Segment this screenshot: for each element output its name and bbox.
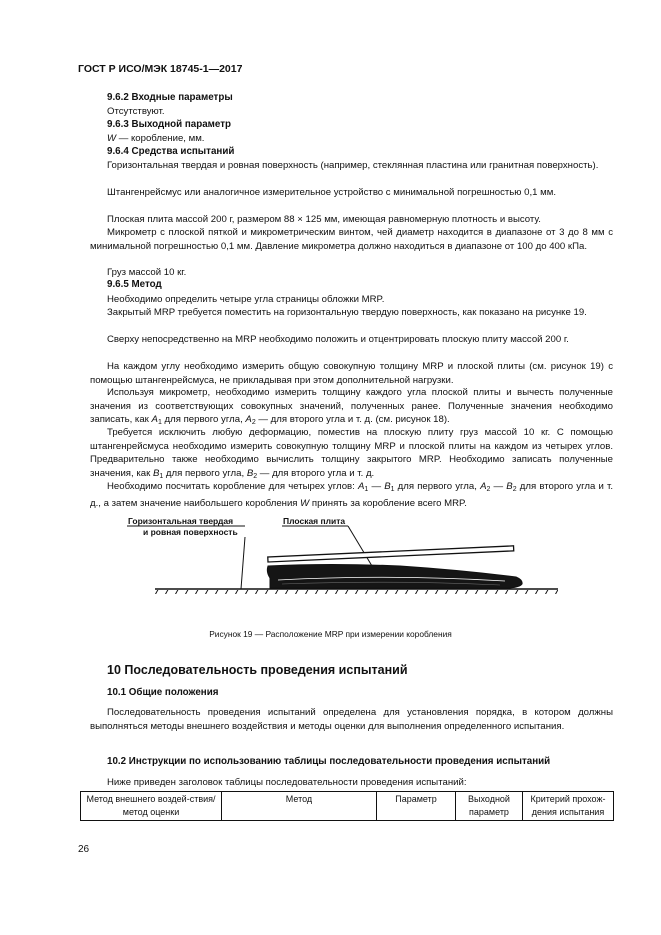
table-header-cell: Метод [222, 792, 377, 821]
var-a2: A [245, 414, 252, 425]
section-9-6-3-text [107, 132, 204, 146]
table-header-cell: Критерий прохож-дения испытания [523, 792, 614, 821]
table-header-cell: Метод внешнего воздей-ствия/ метод оценки [81, 792, 222, 821]
table-header-cell: Параметр [377, 792, 456, 821]
method-step-4: На каждом углу необходимо измерить общую совокупную толщину MRP и плоской плиты (см. рисунок 19) с помощью штангенрейсмуса, не прикладывая при этом дополнительной нагрузки. [90, 361, 613, 386]
f-a2-sub: 2 [486, 486, 491, 493]
m7-part-b: для первого угла, [394, 481, 481, 492]
method-step-6 [90, 426, 613, 483]
page-number: 26 [78, 844, 90, 855]
f-b1: B [384, 481, 391, 492]
section-10-1-title: 10.1 Общие положения [107, 687, 219, 698]
f-b1-sub: 1 [390, 486, 395, 493]
method-step-5 [90, 386, 613, 430]
table-header-row [81, 792, 614, 821]
m7-part-c: для второго угла и т. д., а затем значение наибольшего коробления [90, 481, 613, 509]
label-surface-line1: Горизонтальная твердая [128, 516, 234, 526]
m6-part-c: — для второго угла и т. д. [257, 467, 375, 479]
label-plate: Плоская плита [283, 516, 346, 526]
var-b2: B [246, 467, 254, 479]
m7-part-d: принять за коробление всего MRP. [309, 497, 467, 509]
test-sequence-table-header [80, 791, 614, 821]
f-b2: B [506, 481, 513, 492]
section-9-6-4-title: 9.6.4 Средства испытаний [107, 146, 235, 157]
figure-19-diagram [0, 514, 661, 594]
sub-1: 1 [157, 419, 162, 426]
sub-2: 2 [251, 419, 256, 426]
section-9-6-2-text: Отсутствуют. [107, 106, 165, 117]
m6-part-b: для первого угла, [163, 467, 247, 479]
label-surface-line2: и ровная поверхность [143, 527, 238, 537]
method-step-3: Сверху непосредственно на MRP необходимо положить и отцентрировать плоскую плиту массой 200 г. [107, 334, 569, 345]
table-header-cell: Выходной параметр [456, 792, 523, 821]
section-10-2-text: Ниже приведен заголовок таблицы последовательности проведения испытаний: [107, 777, 467, 788]
f-w: W [300, 497, 310, 509]
paragraph-weight: Груз массой 10 кг. [107, 267, 187, 278]
method-step-1: Необходимо определить четыре угла страницы обложки MRP. [107, 294, 385, 305]
section-9-6-3-desc: — коробление, мм. [116, 133, 205, 144]
f-a2: A [480, 481, 487, 492]
f-a1-sub: 1 [364, 486, 369, 493]
var-w: W [107, 133, 117, 144]
document-header: ГОСТ Р ИСО/МЭК 18745-1—2017 [78, 63, 243, 75]
m5-part-b: для первого угла, [161, 414, 246, 425]
paragraph-micrometer: Микрометр с плоской пяткой и микрометрическим винтом, чей диаметр находится в диапазоне от 3 до 8 мм с минимальной погрешностью 0,1 мм. Давление микрометра должно находиться в диапазоне от 100 до 400 кПа. [90, 227, 613, 252]
f-dash-2: — [490, 481, 507, 492]
var-a1: A [151, 414, 158, 425]
f-dash-1: — [368, 481, 385, 492]
f-b2-sub: 2 [512, 486, 517, 493]
f-a1: A [357, 481, 365, 492]
method-step-7 [90, 480, 613, 510]
m6-part-a: Требуется исключить любую деформацию, поместив на плоскую плиту груз массой 10 кг. С помощью штангенрейсмуса необходимо измерить совокупную толщину MRP и плоской плиты на каждом из четырех углов. Предварительно также необходимо вычислить толщину закрытого MRP. Необходимо записать полученные значения, как [90, 427, 613, 479]
section-10-title: 10 Последовательность проведения испытаний [107, 663, 408, 677]
section-9-6-2-title: 9.6.2 Входные параметры [107, 92, 233, 103]
paragraph-plate: Плоская плита массой 200 г, размером 88 × 125 мм, имеющая равномерную плотность и высоту. [107, 214, 541, 225]
m7-part-a: Необходимо посчитать коробление для четырех углов: [107, 481, 358, 492]
section-10-2-title: 10.2 Инструкции по использованию таблицы последовательности проведения испытаний [107, 756, 551, 767]
sub-b2: 2 [253, 472, 258, 480]
figure-caption: Рисунок 19 — Расположение MRP при измерении коробления [209, 629, 452, 639]
method-step-2: Закрытый MRP требуется поместить на горизонтальную твердую поверхность, как показано на рисунке 19. [107, 307, 587, 318]
section-10-1-text: Последовательность проведения испытаний определена для установления порядка, в котором должны выполняться методы внешнего воздействия и методы оценки для выполнения определенного испытания. [90, 707, 613, 732]
m5-part-c: — для второго угла и т. д. (см. рисунок 18). [255, 414, 450, 425]
sub-b1: 1 [159, 472, 164, 480]
m5-part-a: Используя микрометр, необходимо измерить толщину каждого угла плоской плиты и вычесть полученные значения из соответствующих совокупных значений, полученных ранее. Полученные значения необходимо записать, как [90, 387, 613, 425]
var-b1: B [152, 467, 160, 479]
paragraph-caliper: Штангенрейсмус или аналогичное измерительное устройство с минимальной погрешностью 0,1 мм. [107, 187, 557, 198]
paragraph-surface: Горизонтальная твердая и ровная поверхность (например, стеклянная пластина или гранитная поверхность). [107, 160, 599, 171]
section-9-6-5-title: 9.6.5 Метод [107, 279, 162, 290]
section-9-6-3-title: 9.6.3 Выходной параметр [107, 119, 232, 130]
